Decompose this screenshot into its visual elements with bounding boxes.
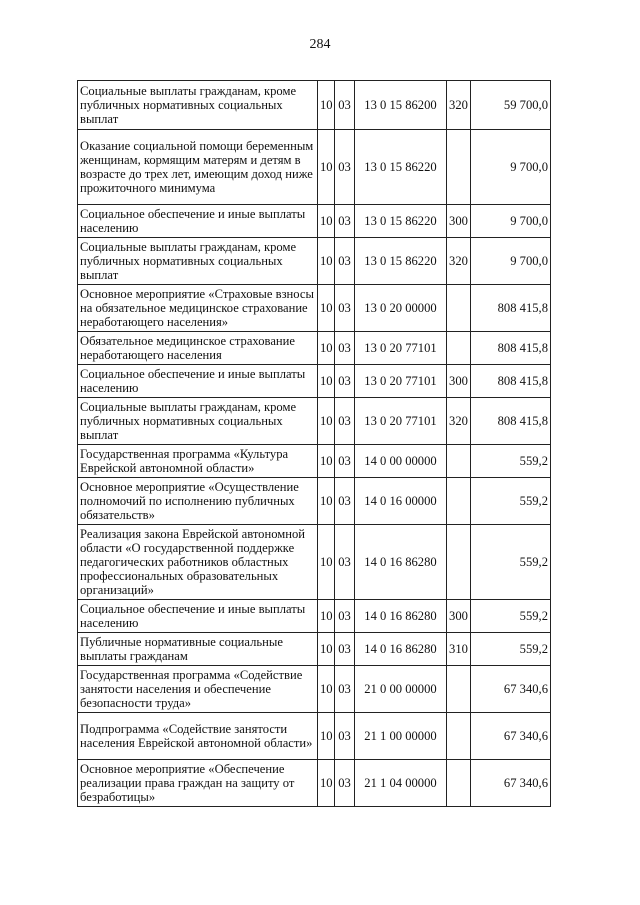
table-row — [78, 285, 551, 332]
subsection-code-cell: 03 — [335, 205, 355, 238]
row-name-cell: Основное мероприятие «Осуществление полномочий по исполнению публичных обязательств» — [78, 478, 318, 525]
budget-table — [77, 80, 551, 807]
row-name-cell: Социальное обеспечение и иные выплаты населению — [78, 365, 318, 398]
expense-type-code-cell — [447, 525, 471, 600]
subsection-code-cell: 03 — [335, 238, 355, 285]
table-row — [78, 365, 551, 398]
expense-type-code-cell — [447, 760, 471, 807]
table-row — [78, 332, 551, 365]
amount-cell: 67 340,6 — [471, 666, 551, 713]
subsection-code-cell: 03 — [335, 81, 355, 130]
amount-cell: 559,2 — [471, 525, 551, 600]
target-article-code-cell: 21 1 00 00000 — [355, 713, 447, 760]
row-name-cell: Реализация закона Еврейской автономной области «О государственной поддержке педагогических работников областных профессиональных образовательных организаций» — [78, 525, 318, 600]
subsection-code-cell: 03 — [335, 600, 355, 633]
subsection-code-cell: 03 — [335, 713, 355, 760]
amount-cell: 808 415,8 — [471, 332, 551, 365]
table-row — [78, 398, 551, 445]
target-article-code-cell: 13 0 20 77101 — [355, 398, 447, 445]
amount-cell: 67 340,6 — [471, 713, 551, 760]
amount-cell: 808 415,8 — [471, 365, 551, 398]
amount-cell: 808 415,8 — [471, 398, 551, 445]
amount-cell: 559,2 — [471, 633, 551, 666]
section-code-cell: 10 — [318, 398, 335, 445]
subsection-code-cell: 03 — [335, 398, 355, 445]
subsection-code-cell: 03 — [335, 760, 355, 807]
target-article-code-cell: 13 0 15 86220 — [355, 130, 447, 205]
table-row — [78, 600, 551, 633]
row-name-cell: Основное мероприятие «Обеспечение реализации права граждан на защиту от безработицы» — [78, 760, 318, 807]
expense-type-code-cell: 300 — [447, 205, 471, 238]
table-row — [78, 760, 551, 807]
target-article-code-cell: 13 0 20 77101 — [355, 365, 447, 398]
table-row — [78, 130, 551, 205]
expense-type-code-cell: 300 — [447, 600, 471, 633]
expense-type-code-cell — [447, 666, 471, 713]
amount-cell: 559,2 — [471, 445, 551, 478]
row-name-cell: Государственная программа «Культура Еврейской автономной области» — [78, 445, 318, 478]
expense-type-code-cell: 320 — [447, 238, 471, 285]
amount-cell: 67 340,6 — [471, 760, 551, 807]
expense-type-code-cell — [447, 713, 471, 760]
section-code-cell: 10 — [318, 525, 335, 600]
section-code-cell: 10 — [318, 713, 335, 760]
expense-type-code-cell: 310 — [447, 633, 471, 666]
target-article-code-cell: 21 0 00 00000 — [355, 666, 447, 713]
target-article-code-cell: 14 0 16 86280 — [355, 600, 447, 633]
subsection-code-cell: 03 — [335, 365, 355, 398]
subsection-code-cell: 03 — [335, 633, 355, 666]
section-code-cell: 10 — [318, 600, 335, 633]
table-row — [78, 478, 551, 525]
row-name-cell: Социальное обеспечение и иные выплаты населению — [78, 600, 318, 633]
target-article-code-cell: 13 0 15 86220 — [355, 238, 447, 285]
section-code-cell: 10 — [318, 81, 335, 130]
expense-type-code-cell: 320 — [447, 81, 471, 130]
target-article-code-cell: 14 0 16 86280 — [355, 633, 447, 666]
section-code-cell: 10 — [318, 666, 335, 713]
subsection-code-cell: 03 — [335, 445, 355, 478]
table-row — [78, 666, 551, 713]
table-row — [78, 238, 551, 285]
subsection-code-cell: 03 — [335, 285, 355, 332]
amount-cell: 9 700,0 — [471, 130, 551, 205]
target-article-code-cell: 14 0 00 00000 — [355, 445, 447, 478]
table-row — [78, 81, 551, 130]
section-code-cell: 10 — [318, 205, 335, 238]
row-name-cell: Государственная программа «Содействие занятости населения и обеспечение безопасности труда» — [78, 666, 318, 713]
table-row — [78, 205, 551, 238]
section-code-cell: 10 — [318, 130, 335, 205]
section-code-cell: 10 — [318, 478, 335, 525]
expense-type-code-cell — [447, 478, 471, 525]
subsection-code-cell: 03 — [335, 478, 355, 525]
target-article-code-cell: 13 0 20 77101 — [355, 332, 447, 365]
page-number: 284 — [309, 37, 331, 52]
subsection-code-cell: 03 — [335, 666, 355, 713]
subsection-code-cell: 03 — [335, 130, 355, 205]
target-article-code-cell: 13 0 20 00000 — [355, 285, 447, 332]
subsection-code-cell: 03 — [335, 332, 355, 365]
expense-type-code-cell — [447, 332, 471, 365]
row-name-cell: Обязательное медицинское страхование неработающего населения — [78, 332, 318, 365]
row-name-cell: Социальные выплаты гражданам, кроме публичных нормативных социальных выплат — [78, 398, 318, 445]
section-code-cell: 10 — [318, 633, 335, 666]
section-code-cell: 10 — [318, 238, 335, 285]
target-article-code-cell: 13 0 15 86220 — [355, 205, 447, 238]
target-article-code-cell: 14 0 16 86280 — [355, 525, 447, 600]
subsection-code-cell: 03 — [335, 525, 355, 600]
table-row — [78, 525, 551, 600]
row-name-cell: Социальные выплаты гражданам, кроме публичных нормативных социальных выплат — [78, 238, 318, 285]
row-name-cell: Публичные нормативные социальные выплаты гражданам — [78, 633, 318, 666]
target-article-code-cell: 13 0 15 86200 — [355, 81, 447, 130]
expense-type-code-cell — [447, 285, 471, 332]
expense-type-code-cell — [447, 445, 471, 478]
expense-type-code-cell: 300 — [447, 365, 471, 398]
amount-cell: 59 700,0 — [471, 81, 551, 130]
amount-cell: 9 700,0 — [471, 238, 551, 285]
section-code-cell: 10 — [318, 285, 335, 332]
section-code-cell: 10 — [318, 365, 335, 398]
row-name-cell: Оказание социальной помощи беременным женщинам, кормящим матерям и детям в возрасте до трех лет, имеющим доход ниже прожиточного минимума — [78, 130, 318, 205]
row-name-cell: Социальное обеспечение и иные выплаты населению — [78, 205, 318, 238]
section-code-cell: 10 — [318, 445, 335, 478]
amount-cell: 559,2 — [471, 478, 551, 525]
amount-cell: 559,2 — [471, 600, 551, 633]
row-name-cell: Социальные выплаты гражданам, кроме публичных нормативных социальных выплат — [78, 81, 318, 130]
expense-type-code-cell — [447, 130, 471, 205]
amount-cell: 9 700,0 — [471, 205, 551, 238]
amount-cell: 808 415,8 — [471, 285, 551, 332]
table-row — [78, 445, 551, 478]
table-row — [78, 633, 551, 666]
target-article-code-cell: 21 1 04 00000 — [355, 760, 447, 807]
row-name-cell: Подпрограмма «Содействие занятости населения Еврейской автономной области» — [78, 713, 318, 760]
target-article-code-cell: 14 0 16 00000 — [355, 478, 447, 525]
expense-type-code-cell: 320 — [447, 398, 471, 445]
table-row — [78, 713, 551, 760]
section-code-cell: 10 — [318, 760, 335, 807]
row-name-cell: Основное мероприятие «Страховые взносы на обязательное медицинское страхование неработающего населения» — [78, 285, 318, 332]
section-code-cell: 10 — [318, 332, 335, 365]
